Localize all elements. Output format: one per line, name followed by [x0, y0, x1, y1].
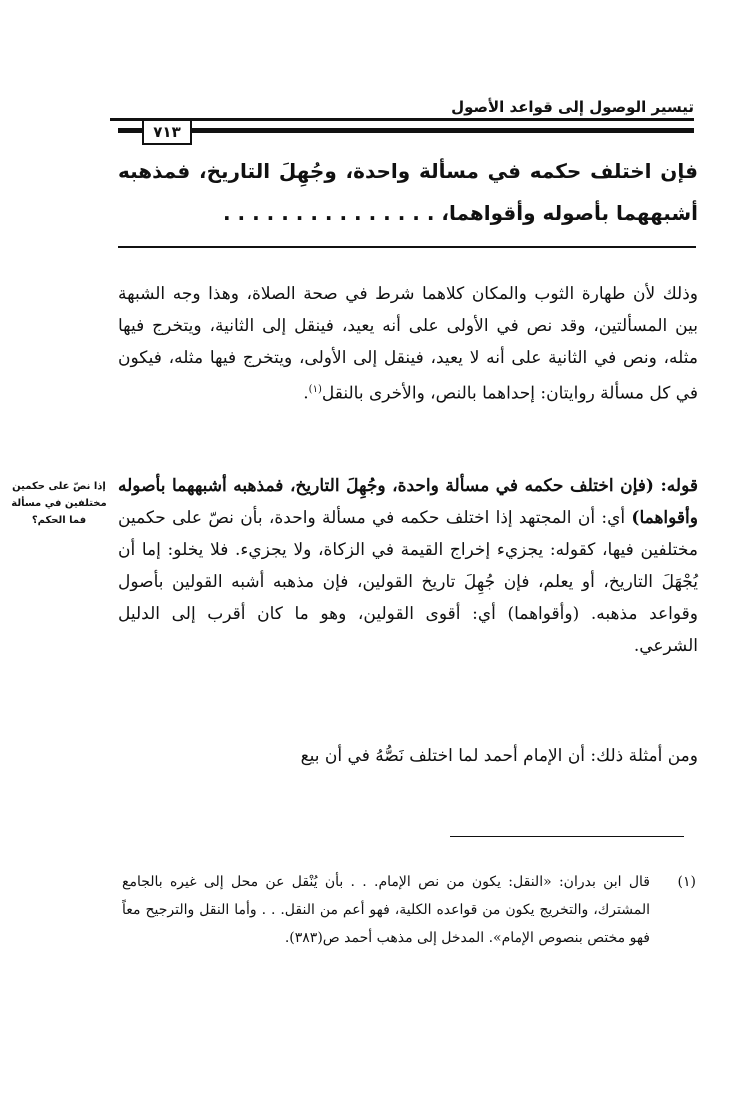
footnote-rule	[450, 836, 684, 837]
footnote-reference[interactable]: (١)	[308, 384, 322, 395]
page-number-rule-left	[118, 128, 140, 133]
matn-text: فإن اختلف حكمه في مسألة واحدة، وجُهِلَ التاريخ، فمذهبه أشبههما بأصوله وأقواهما، . . . . . . . . . . . . . . .	[118, 159, 698, 225]
commentary-paragraph-1	[118, 278, 698, 410]
paragraph-1-text: وذلك لأن طهارة الثوب والمكان كلاهما شرط في صحة الصلاة، وهذا وجه الشبهة بين المسألتين، وقد نص في الأولى على أنه يعيد، فينقل إلى الثانية، ويتخرج فيها مثله، ونص في الثانية على أنه لا يعيد، فينقل إلى الأولى، ويتخرج فيها مثله، فيكون في كل مسألة روايتان: إحداهما بالنص، والأخرى بالنقل	[118, 284, 698, 404]
page-number-rule	[118, 128, 694, 133]
quoted-matn: قوله: (فإن اختلف حكمه في مسألة واحدة، وجُهِلَ التاريخ، فمذهبه أشبههما بأصوله وأقواهما)	[118, 476, 698, 528]
footnote	[122, 868, 696, 952]
paragraph-2-text: أي: أن المجتهد إذا اختلف حكمه في مسألة واحدة، بأن نصّ على حكمين مختلفين فيها، كقوله: يجزيء إخراج القيمة في الزكاة، ولا يجزيء. فلا يخلو: إما أن يُجْهَلَ التاريخ، أو يعلم، فإن جُهِلَ تاريخ القولين، فإن مذهبه أشبه القولين بأصول وقواعد مذهبه. (وأقواهما) أي: أقوى القولين، وهو ما كان أقرب إلى الدليل الشرعي.	[118, 508, 698, 656]
margin-note: إذا نصّ على حكمين مختلفين في مسألة فما الحكم؟	[11, 481, 107, 526]
commentary-paragraph-2	[118, 470, 698, 662]
header-rule	[110, 118, 694, 121]
page-number: ٧١٣	[142, 119, 192, 145]
commentary-paragraph-3: ومن أمثلة ذلك: أن الإمام أحمد لما اختلف نَصُّهُ في أن بيع	[300, 746, 698, 766]
matn-divider	[118, 246, 696, 248]
running-title: تيسير الوصول إلى قواعد الأصول	[451, 98, 694, 116]
paragraph-1-end: .	[303, 383, 309, 404]
footnote-text: قال ابن بدران: «النقل: يكون من نص الإمام. . . بأن يُنْقل عن محل إلى غيره بالجامع المشترك، والتخريج يكون من قواعده الكلية، فهو أعم من النقل. . . وأما النقل والترجيح معاً فهو مختص بنصوص الإمام». المدخل إلى مذهب أحمد ص(٣٨٣).	[122, 874, 650, 946]
footnote-number: (١)	[677, 874, 696, 890]
